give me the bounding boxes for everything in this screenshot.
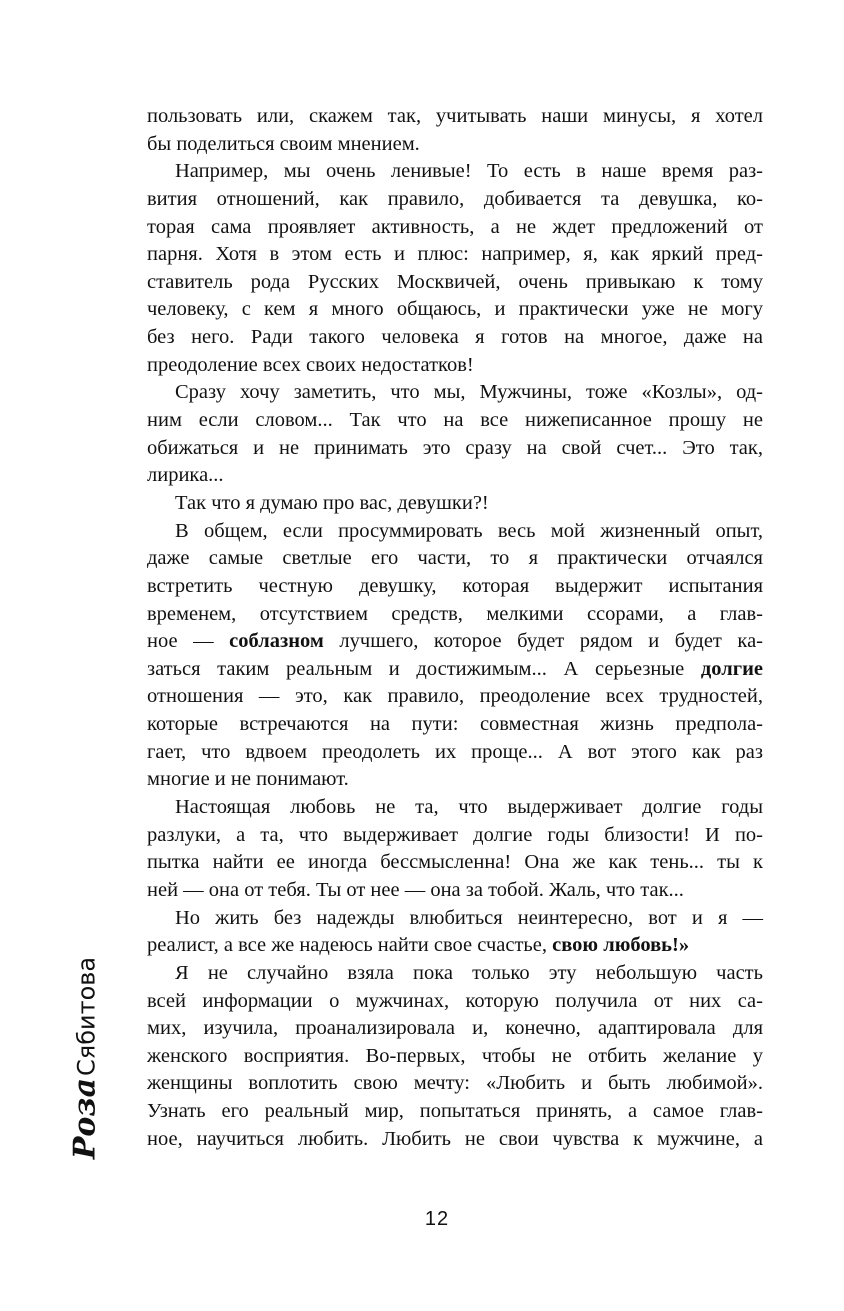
paragraph (147, 960, 763, 1153)
text-line: ставитель рода Русских Москвичей, очень привыкаю к тому (147, 270, 763, 293)
text-line: парня. Хотя в этом есть и плюс: например, я, как яркий пред- (147, 243, 763, 266)
text-line: временем, отсутствием средств, мелкими ссорами, а глав- (147, 602, 763, 625)
text-line: женщины воплотить свою мечту: «Любить и быть любимой». (147, 1072, 763, 1095)
text-line: которые встречаются на пути: совместная жизнь предпола- (147, 713, 763, 736)
text-line: отношения — это, как правило, преодоление всех трудностей, (147, 685, 763, 708)
text-segment: реалист, а все же надеюсь найти свое счастье, (147, 934, 553, 957)
paragraph (147, 490, 763, 518)
text-line: Например, мы очень ленивые! То есть в наше время раз- (175, 160, 763, 183)
text-line: даже самые светлые его части, то я практически отчаялся (147, 547, 763, 570)
text-line: вития отношений, как правило, добивается та девушка, ко- (147, 187, 763, 210)
paragraph (147, 518, 763, 794)
text-line: пользовать или, скажем так, учитывать наши минусы, я хотел (147, 105, 763, 127)
text-line: обижаться и не принимать это сразу на свой счет... Это так, (147, 436, 763, 459)
text-line: всей информации о мужчинах, которую получила от них са- (147, 989, 763, 1012)
text-line: гает, что вдвоем преодолеть их проще... А вот этого как раз (147, 740, 763, 763)
bold-text: соблазном (229, 630, 324, 653)
text-line (147, 628, 763, 656)
text-line: встретить честную девушку, которая выдержит испытания (147, 574, 763, 597)
text-line: Сразу хочу заметить, что мы, Мужчины, тоже «Козлы», од- (175, 381, 763, 404)
bold-text: долгие (700, 657, 763, 680)
text-segment: заться таким реальным и достижимым... А серьезные (147, 657, 701, 680)
author-running-head (68, 957, 103, 1159)
text-line: Я не случайно взяла пока только эту небольшую часть (175, 961, 763, 984)
text-line: Настоящая любовь не та, что выдерживает долгие годы (175, 796, 763, 819)
paragraph (147, 379, 763, 490)
text-line: Так что я думаю про вас, девушки?! (175, 491, 489, 514)
bold-text: свою любовь!» (552, 934, 690, 957)
text-segment: ное — (147, 630, 230, 653)
text-line: преодоление всех своих недостатков! (147, 353, 474, 376)
paragraph (147, 905, 763, 960)
paragraph (147, 158, 763, 379)
text-line: Но жить без надежды влюбиться неинтересно, вот и я — (175, 906, 763, 929)
author-last-name: Сябитова (72, 956, 101, 1076)
text-line (147, 656, 763, 684)
text-line: ное, научиться любить. Любить не свои чувства к мужчине, а (147, 1127, 763, 1150)
text-line: человеку, с кем я много общаюсь, и практически уже не могу (147, 298, 763, 321)
text-line: ней — она от тебя. Ты от нее — она за тобой. Жаль, что так... (147, 878, 684, 901)
paragraph (147, 103, 763, 158)
text-line: без него. Ради такого человека я готов на многое, даже на (147, 326, 763, 349)
text-line (147, 932, 763, 960)
text-line: Узнать его реальный мир, попытаться принять, а самое глав- (147, 1100, 763, 1123)
text-line: лирика... (147, 464, 224, 487)
text-line: женского восприятия. Во-первых, чтобы не отбить желание у (147, 1044, 763, 1067)
author-first-name: Роза (67, 1077, 103, 1160)
text-line: разлуки, а та, что выдерживает долгие годы близости! И по- (147, 823, 763, 846)
text-line: В общем, если просуммировать весь мой жизненный опыт, (175, 519, 763, 542)
text-line: многие и не понимают. (147, 768, 349, 791)
text-line: пытка найти ее иногда бессмысленна! Она же как тень... ты к (147, 851, 763, 874)
text-segment: лучшего, которое будет рядом и будет ка- (323, 630, 764, 653)
text-line: торая сама проявляет активность, а не ждет предложений от (147, 215, 763, 238)
paragraph (147, 794, 763, 905)
book-text (147, 103, 763, 1153)
page-number: 12 (424, 1208, 450, 1230)
text-line: ним если словом... Так что на все нижеписанное прошу не (147, 409, 763, 432)
text-line: мих, изучила, проанализировала и, конечно, адаптировала для (147, 1017, 763, 1040)
text-line: бы поделиться своим мнением. (147, 132, 420, 155)
